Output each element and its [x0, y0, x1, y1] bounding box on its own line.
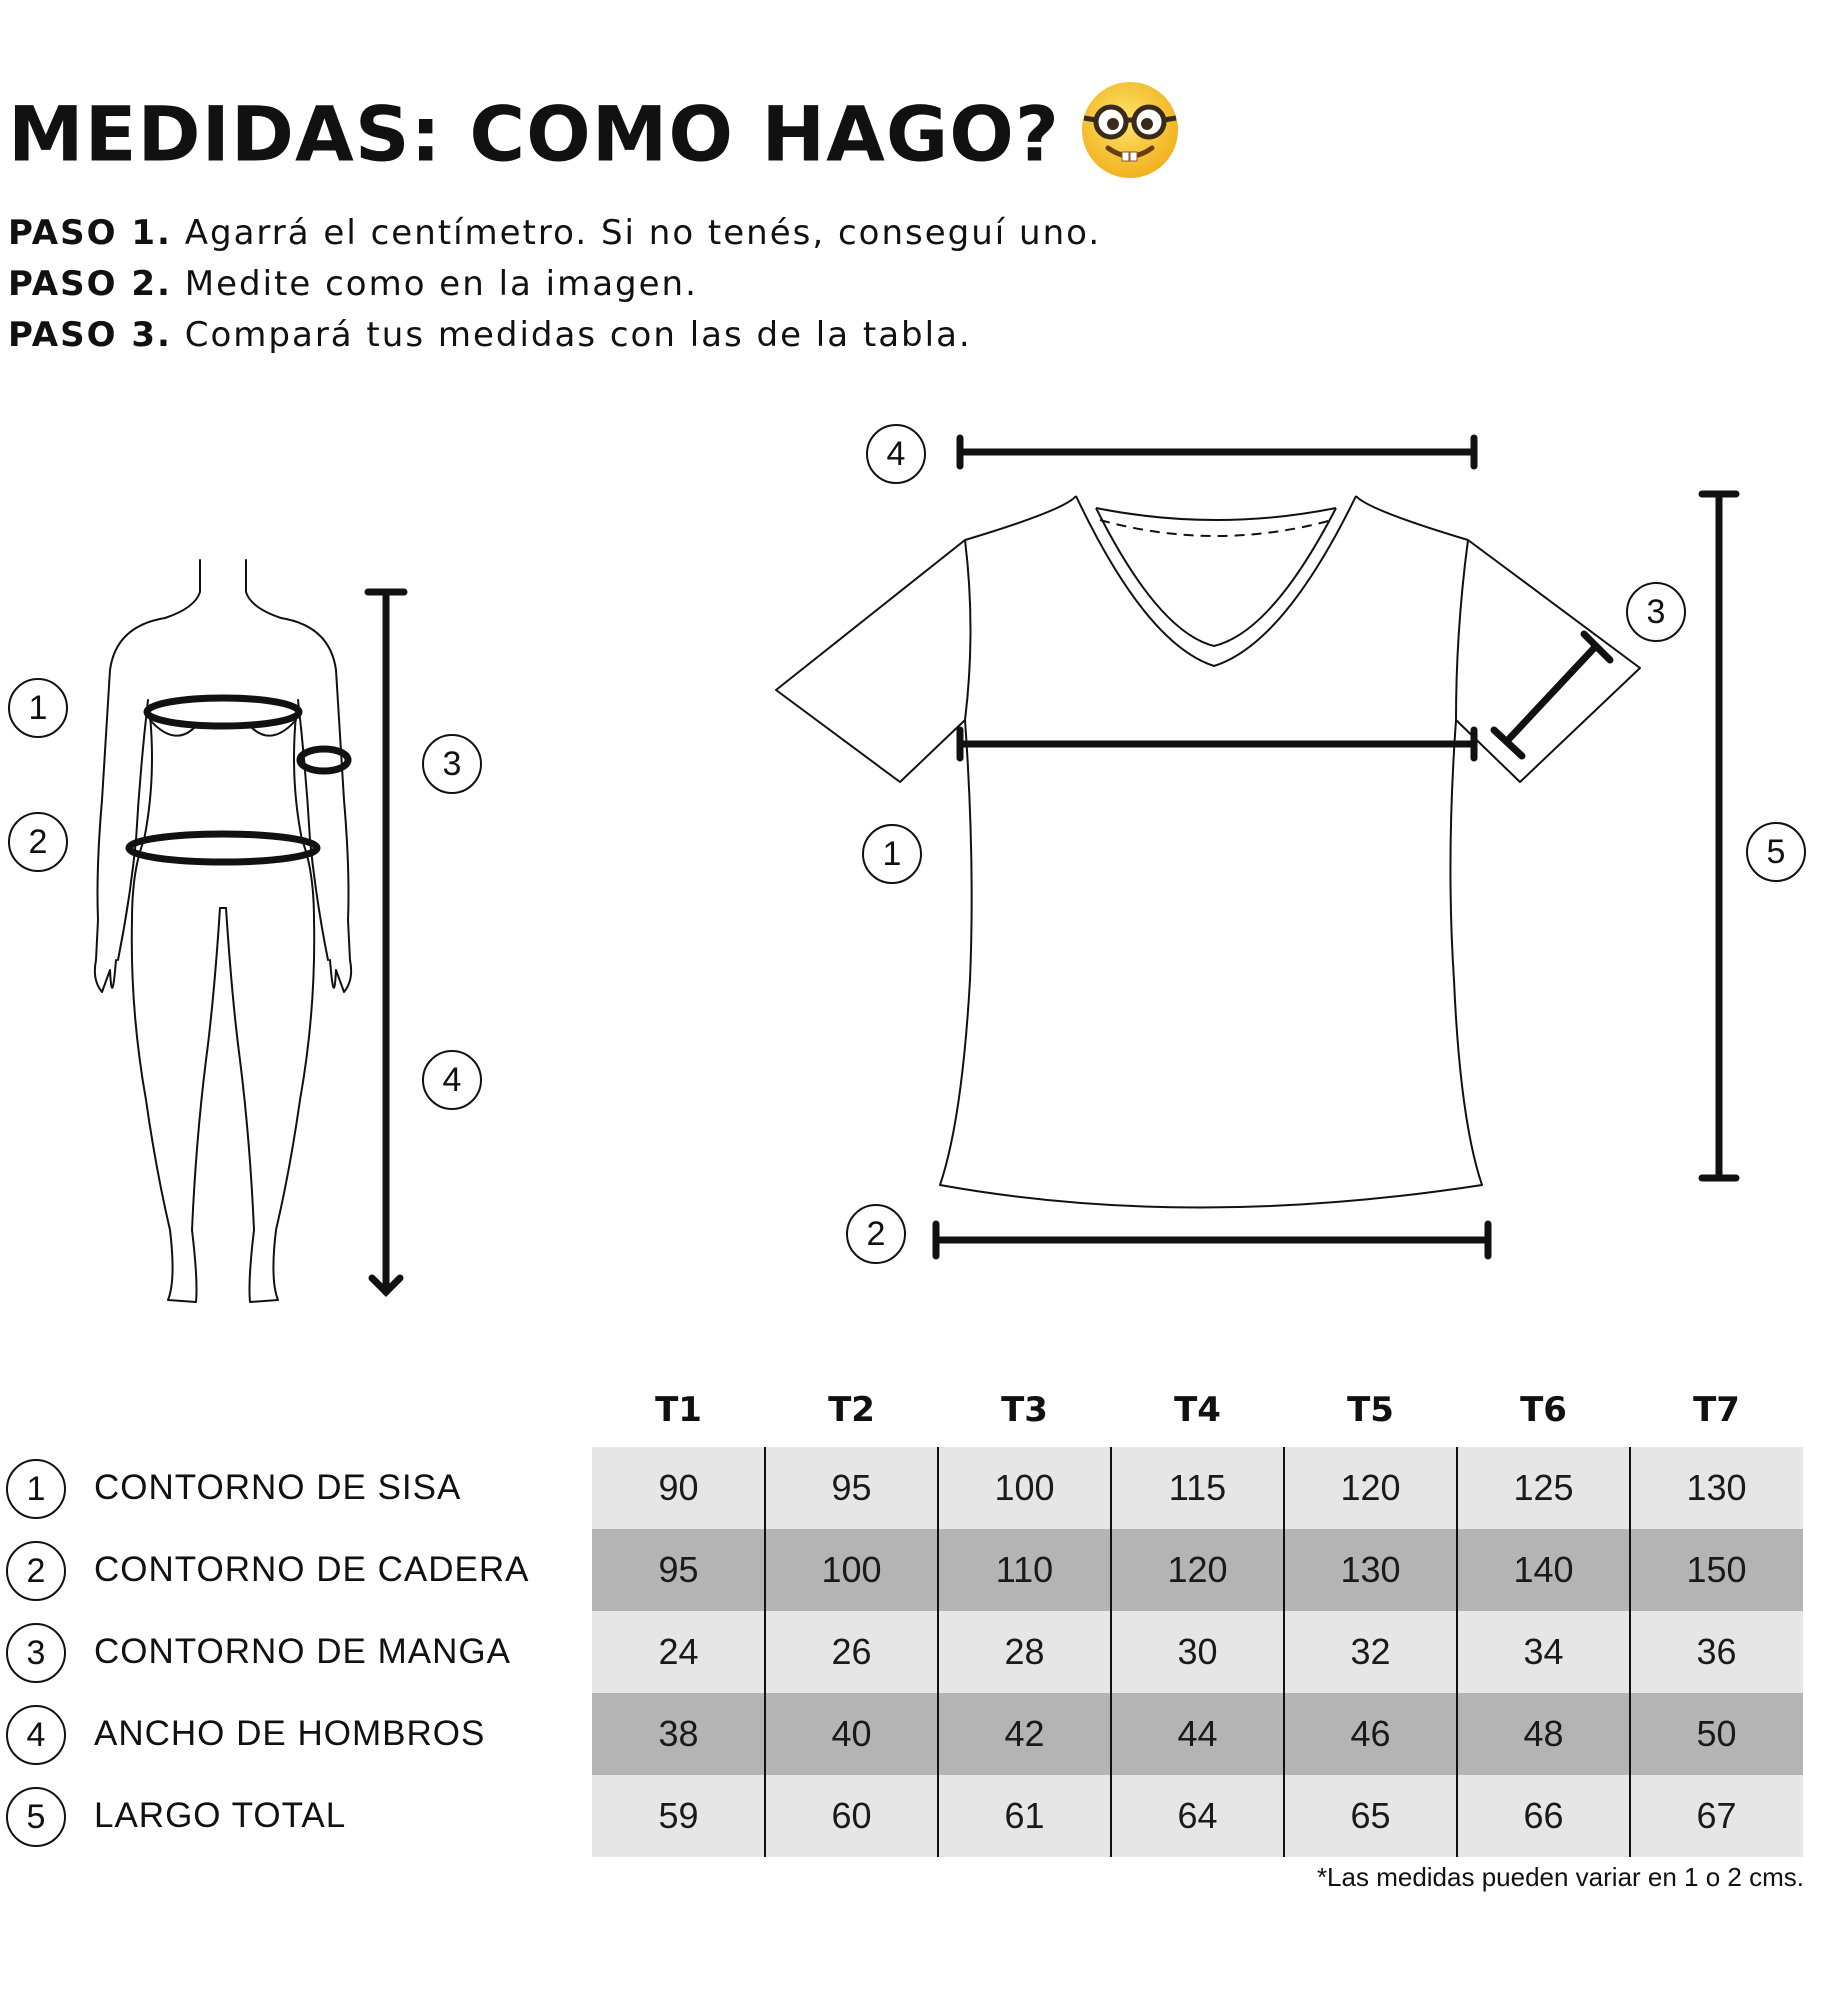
column-divider: [1110, 1447, 1112, 1857]
measurement-number: 3: [6, 1623, 66, 1683]
table-cell: 66: [1523, 1795, 1564, 1836]
measurement-label: [6, 1447, 586, 1529]
size-header: T7: [1693, 1390, 1740, 1430]
table-cell: 150: [1686, 1549, 1747, 1590]
table-cell: 44: [1177, 1713, 1218, 1754]
table-cell: 95: [658, 1549, 699, 1590]
step-text: Agarrá el centímetro. Si no tenés, conseguí uno.: [184, 213, 1102, 253]
table-cell: 90: [658, 1467, 699, 1508]
step-1: [8, 208, 1101, 259]
measurement-label: [6, 1529, 586, 1611]
table-cell: 65: [1350, 1795, 1391, 1836]
measurement-name: LARGO TOTAL: [94, 1796, 347, 1835]
table-row: [592, 1693, 1803, 1775]
table-cell: 61: [1004, 1795, 1045, 1836]
page-title: [8, 78, 1182, 201]
column-divider: [1629, 1447, 1631, 1857]
table-cell: 130: [1340, 1549, 1401, 1590]
measurement-number: 5: [6, 1787, 66, 1847]
table-cell: 59: [658, 1795, 699, 1836]
step-2: [8, 259, 1101, 310]
table-cell: 50: [1696, 1713, 1737, 1754]
table-cell: 48: [1523, 1713, 1564, 1754]
table-cell: 34: [1523, 1631, 1564, 1672]
size-table: [592, 1447, 1803, 1857]
table-cell: 42: [1004, 1713, 1045, 1754]
table-cell: 38: [658, 1713, 699, 1754]
body-diagram: [0, 540, 500, 1320]
table-cell: 24: [658, 1631, 699, 1672]
table-cell: 36: [1696, 1631, 1737, 1672]
table-cell: 60: [831, 1795, 872, 1836]
measurement-number: 1: [6, 1459, 66, 1519]
page-title-text: MEDIDAS: COMO HAGO?: [8, 89, 1060, 179]
measurement-name: ANCHO DE HOMBROS: [94, 1714, 486, 1753]
table-cell: 64: [1177, 1795, 1218, 1836]
table-cell: 100: [821, 1549, 882, 1590]
size-header: T4: [1174, 1390, 1221, 1430]
table-row: [592, 1611, 1803, 1693]
table-cell: 130: [1686, 1467, 1747, 1508]
measurement-label: [6, 1611, 586, 1693]
table-cell: 40: [831, 1713, 872, 1754]
column-divider: [1456, 1447, 1458, 1857]
footnote: *Las medidas pueden variar en 1 o 2 cms.: [1316, 1862, 1804, 1892]
step-text: Medite como en la imagen.: [184, 264, 698, 304]
measurement-number: 4: [6, 1705, 66, 1765]
table-row: [592, 1775, 1803, 1857]
measurement-name: CONTORNO DE MANGA: [94, 1632, 511, 1671]
table-cell: 67: [1696, 1795, 1737, 1836]
measurement-name: CONTORNO DE SISA: [94, 1468, 462, 1507]
size-header: T3: [1001, 1390, 1048, 1430]
measurement-label: [6, 1775, 586, 1857]
step-label: PASO 1.: [8, 213, 172, 253]
table-cell: 46: [1350, 1713, 1391, 1754]
table-cell: 32: [1350, 1631, 1391, 1672]
table-cell: 30: [1177, 1631, 1218, 1672]
table-cell: 95: [831, 1467, 872, 1508]
step-label: PASO 2.: [8, 264, 172, 304]
table-cell: 120: [1340, 1467, 1401, 1508]
step-label: PASO 3.: [8, 315, 172, 355]
table-cell: 140: [1513, 1549, 1574, 1590]
step-3: [8, 310, 1101, 361]
column-divider: [1283, 1447, 1285, 1857]
column-divider: [937, 1447, 939, 1857]
nerd-face-icon: [1078, 78, 1182, 201]
table-cell: 110: [995, 1549, 1054, 1590]
table-cell: 120: [1167, 1549, 1228, 1590]
steps-list: [8, 208, 1101, 361]
size-header: T1: [655, 1390, 702, 1430]
table-row: [592, 1529, 1803, 1611]
column-divider: [764, 1447, 766, 1857]
measurement-name: CONTORNO DE CADERA: [94, 1550, 530, 1589]
table-cell: 125: [1513, 1467, 1574, 1508]
table-cell: 26: [831, 1631, 872, 1672]
table-cell: 28: [1004, 1631, 1045, 1672]
size-header: T2: [828, 1390, 875, 1430]
table-cell: 100: [994, 1467, 1055, 1508]
step-text: Compará tus medidas con las de la tabla.: [184, 315, 972, 355]
size-header: T6: [1520, 1390, 1567, 1430]
size-table-header: [592, 1380, 1803, 1440]
size-header: T5: [1347, 1390, 1394, 1430]
table-cell: 115: [1168, 1467, 1227, 1508]
table-row: [592, 1447, 1803, 1529]
measurement-label: [6, 1693, 586, 1775]
measurement-number: 2: [6, 1541, 66, 1601]
